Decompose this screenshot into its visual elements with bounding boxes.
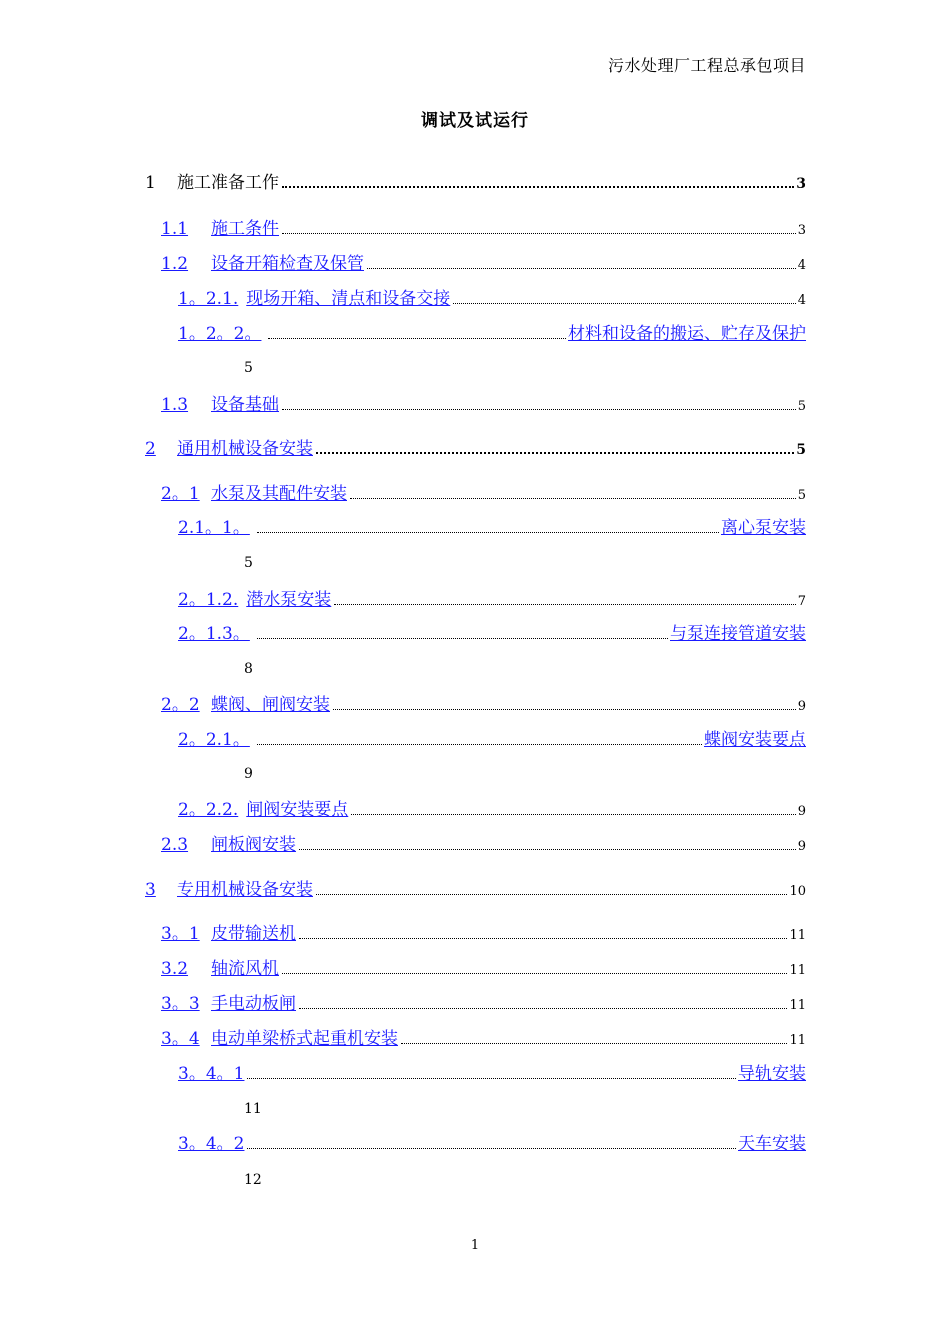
toc-entry-number[interactable]: 1。2。2。	[178, 324, 262, 344]
toc-entry-2-1-2[interactable]	[178, 589, 806, 613]
toc-page-number: 5	[797, 399, 806, 414]
toc-entry-1-2-1[interactable]	[178, 288, 806, 312]
toc-entry-number[interactable]: 2。2.2.	[178, 800, 239, 820]
dot-leader	[247, 1077, 736, 1079]
toc-entry-1-2-2[interactable]	[178, 323, 806, 345]
toc-entry-3[interactable]	[145, 879, 806, 903]
toc-entry-label[interactable]: 天车安装	[738, 1134, 806, 1154]
toc-entry-3-4-2[interactable]	[178, 1133, 806, 1155]
toc-entry-label[interactable]: 设备基础	[211, 395, 279, 415]
dot-leader	[299, 937, 787, 939]
toc-page-number: 11	[789, 998, 806, 1013]
toc-entry-number[interactable]: 2。2	[161, 695, 200, 715]
toc-page-number: 11	[789, 963, 806, 978]
toc-page-number: 3	[796, 176, 806, 192]
dot-leader	[299, 848, 796, 850]
toc-entry-number[interactable]: 2。1	[161, 484, 200, 504]
toc-entry-number[interactable]: 1.3	[161, 395, 189, 415]
dot-leader	[257, 637, 668, 639]
toc-entry-number[interactable]: 3	[145, 880, 156, 900]
dot-leader	[453, 302, 795, 304]
toc-entry-1-1[interactable]	[161, 218, 806, 242]
toc-page-number: 11	[244, 1101, 262, 1117]
toc-entry-label[interactable]: 材料和设备的搬运、贮存及保护	[568, 324, 806, 344]
toc-page-number: 4	[797, 293, 806, 308]
page-number-footer: 1	[470, 1238, 480, 1253]
toc-page-number: 8	[244, 661, 253, 677]
toc-entry-label[interactable]: 轴流风机	[211, 959, 279, 979]
toc-entry-3-1[interactable]	[161, 923, 806, 947]
toc-entry-label[interactable]: 蝶阀、闸阀安装	[211, 695, 330, 715]
toc-entry-2-1[interactable]	[161, 483, 806, 507]
toc-page-number: 5	[796, 442, 806, 458]
toc-entry-label[interactable]: 潜水泵安装	[246, 590, 332, 610]
toc-entry-2-2[interactable]	[161, 694, 806, 718]
toc-entry-3-3[interactable]	[161, 993, 806, 1017]
toc-entry-2-1-1[interactable]	[178, 517, 806, 539]
dot-leader	[316, 893, 787, 895]
toc-entry-label[interactable]: 专用机械设备安装	[177, 880, 313, 900]
toc-entry-number[interactable]: 2。2.1。	[178, 730, 250, 750]
toc-entry-number[interactable]: 2。1.3。	[178, 624, 250, 644]
dot-leader	[351, 813, 795, 815]
dot-leader	[333, 708, 796, 710]
toc-entry-2[interactable]	[145, 438, 806, 461]
toc-entry-label[interactable]: 蝶阀安装要点	[704, 730, 806, 750]
toc-entry-number[interactable]: 2.3	[161, 835, 189, 855]
toc-entry-number[interactable]: 2.1。1。	[178, 518, 250, 538]
toc-entry-1[interactable]	[145, 172, 806, 195]
toc-entry-label[interactable]: 电动单梁桥式起重机安装	[211, 1029, 398, 1049]
dot-leader	[247, 1147, 736, 1149]
toc-entry-label[interactable]: 设备开箱检查及保管	[211, 254, 364, 274]
dot-leader	[367, 267, 796, 269]
toc-entry-1-3[interactable]	[161, 394, 806, 418]
dot-leader	[257, 531, 719, 533]
toc-entry-2-3[interactable]	[161, 834, 806, 858]
toc-entry-2-2-2[interactable]	[178, 799, 806, 823]
toc-entry-label[interactable]: 离心泵安装	[721, 518, 806, 538]
toc-entry-label[interactable]: 现场开箱、清点和设备交接	[246, 289, 451, 309]
toc-entry-2-2-1[interactable]	[178, 729, 806, 751]
toc-page-number: 11	[789, 1033, 806, 1048]
toc-entry-label[interactable]: 闸板阀安装	[211, 835, 296, 855]
toc-entry-label: 施工准备工作	[177, 173, 279, 193]
toc-page-number: 5	[244, 360, 253, 376]
toc-page-number: 3	[797, 223, 806, 238]
dot-leader	[282, 232, 796, 234]
toc-entry-number[interactable]: 3。3	[161, 994, 200, 1014]
toc-page-number: 9	[797, 804, 806, 819]
toc-entry-number[interactable]: 1.1	[161, 219, 189, 239]
toc-entry-number[interactable]: 3。4。1	[178, 1064, 245, 1084]
toc-page-number: 5	[244, 555, 253, 571]
toc-page-number: 12	[244, 1172, 262, 1188]
dot-leader	[282, 185, 794, 188]
toc-entry-number[interactable]: 2。1.2.	[178, 590, 239, 610]
toc-entry-label[interactable]: 施工条件	[211, 219, 279, 239]
toc-page-number: 4	[797, 258, 806, 273]
toc-entry-label[interactable]: 皮带输送机	[211, 924, 296, 944]
dot-leader	[334, 603, 795, 605]
toc-entry-3-4-1[interactable]	[178, 1063, 806, 1085]
toc-entry-label[interactable]: 与泵连接管道安装	[670, 624, 806, 644]
page-title: 调试及试运行	[421, 111, 529, 131]
dot-leader	[401, 1042, 787, 1044]
toc-page-number: 9	[797, 839, 806, 854]
dot-leader	[282, 972, 787, 974]
toc-entry-label[interactable]: 闸阀安装要点	[246, 800, 349, 820]
toc-page-number: 5	[797, 488, 806, 503]
toc-entry-label[interactable]: 手电动板闸	[211, 994, 296, 1014]
toc-entry-label[interactable]: 水泵及其配件安装	[211, 484, 347, 504]
toc-entry-1-2[interactable]	[161, 253, 806, 277]
toc-entry-number[interactable]: 2	[145, 439, 156, 459]
page-header: 污水处理厂工程总承包项目	[607, 56, 806, 75]
toc-entry-number[interactable]: 3。1	[161, 924, 200, 944]
dot-leader	[299, 1007, 787, 1009]
toc-page-number: 9	[244, 766, 253, 782]
dot-leader	[350, 497, 796, 499]
toc-entry-number[interactable]: 3。4	[161, 1029, 200, 1049]
toc-entry-number[interactable]: 1。2.1.	[178, 289, 239, 309]
dot-leader	[316, 451, 794, 454]
dot-leader	[257, 743, 702, 745]
toc-page-number: 7	[797, 594, 806, 609]
toc-entry-number[interactable]: 1.2	[161, 254, 189, 274]
toc-page-number: 11	[789, 928, 806, 943]
toc-entry-number[interactable]: 3。4。2	[178, 1134, 245, 1154]
toc-entry-number: 1	[145, 173, 156, 193]
toc-page-number: 10	[789, 884, 806, 899]
toc-entry-label[interactable]: 通用机械设备安装	[177, 439, 313, 459]
toc-entry-number[interactable]: 3.2	[161, 959, 189, 979]
toc-entry-label[interactable]: 导轨安装	[738, 1064, 806, 1084]
toc-page-number: 9	[797, 699, 806, 714]
toc-entry-2-1-3[interactable]	[178, 623, 806, 645]
dot-leader	[282, 408, 796, 410]
toc-entry-3-4[interactable]	[161, 1028, 806, 1052]
toc-entry-3-2[interactable]	[161, 958, 806, 982]
dot-leader	[268, 337, 566, 339]
